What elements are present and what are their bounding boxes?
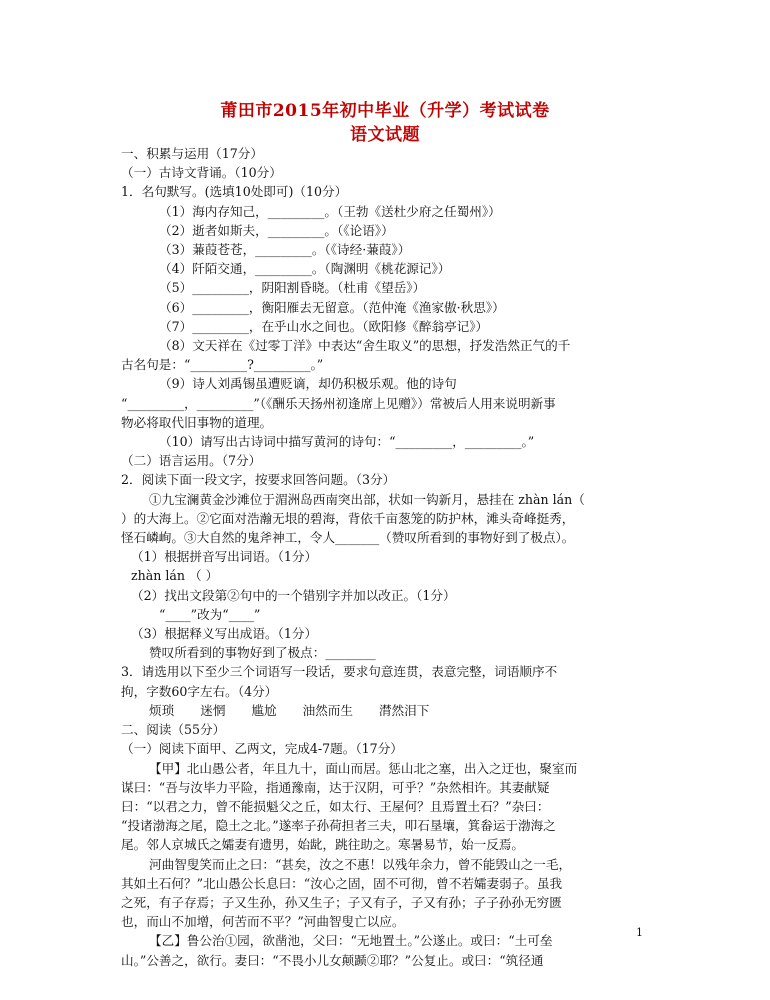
text-line: “____”改为“____”	[159, 606, 261, 622]
text-line: （2）找出文段第②句中的一个错别字并加以改正。（1分）	[131, 587, 456, 603]
text-line: 3．请选用以下至少三个词语写一段话，要求句意连贯，表意完整，词语顺序不	[121, 664, 558, 680]
text-line: （9）诗人刘禹锡虽遭贬谪，却仍积极乐观。他的诗句	[159, 376, 457, 392]
text-line: （3）蒹葭苍苍，_________。（《诗经·蒹葭》）	[159, 242, 411, 258]
text-line: （1）根据拼音写出词语。（1分）	[131, 549, 318, 565]
text-line: zhàn lán （ ）	[131, 568, 219, 584]
text-line: （10）请写出古诗词中描写黄河的诗句：“_________，_________。”	[159, 434, 535, 450]
text-line: 1．名句默写。(选填10处即可)（10分）	[121, 184, 348, 200]
text-line: “投诸渤海之尾，隐土之北。”遂率子孙荷担者三夫，叩石垦壤，箕畚运于渤海之	[121, 818, 556, 834]
word-option: 烦琐	[149, 702, 175, 718]
text-line: （一）阅读下面甲、乙两文，完成4-7题。（17分）	[121, 741, 403, 757]
word-bank	[121, 701, 651, 720]
text-line: 物必将取代旧事物的道理。	[121, 414, 273, 430]
text-line: （8）文天祥在《过零丁洋》中表达“舍生取义”的思想，抒发浩然正气的千	[159, 338, 571, 354]
text-line: 曰：“以君之力，曾不能损魁父之丘，如太行、王屋何？且焉置土石？”杂曰：	[121, 798, 550, 814]
text-line: ①九宝澜黄金沙滩位于湄洲岛西南突出部，状如一钩新月，悬挂在 zhàn lán（	[149, 491, 585, 507]
text-line: 山。”公善之，欲行。妻曰：“不畏小儿女颠踬②耶？”公复止。或曰：“筑径通	[121, 952, 544, 968]
word-option: 潸然泪下	[378, 702, 430, 718]
text-line: 之死，有子存焉；子又生孙，孙又生子；子又有子，子又有孙；子子孙孙无穷匮	[121, 894, 562, 910]
page-number: 1	[636, 926, 643, 939]
text-line: 河曲智叟笑而止之曰：“甚矣，汝之不惠！以残年余力，曾不能毁山之一毛，	[149, 856, 572, 872]
exam-content	[121, 144, 651, 970]
text-line: 2．阅读下面一段文字，按要求回答问题。（3分）	[121, 472, 396, 488]
text-line: （6）_________，衡阳雁去无留意。（范仲淹《渔家傲·秋思》）	[159, 299, 505, 315]
text-line: 谋曰：“吾与汝毕力平险，指通豫南，达于汉阴，可乎？”杂然相许。其妻献疑	[121, 779, 550, 795]
text-line: 一、积累与运用（17分）	[121, 146, 263, 161]
text-line: 也，而山不加增，何苦而不平？”河曲智叟亡以应。	[121, 914, 405, 930]
text-line: 拘，字数60字左右。（4分）	[121, 683, 278, 699]
text-line: （7）_________，在乎山水之间也。（欧阳修《醉翁亭记》）	[159, 318, 489, 334]
text-line: 赞叹所看到的事物好到了极点：________	[149, 645, 376, 661]
text-line: 怪石嶙峋。③大自然的鬼斧神工，令人_______（赞叹所看到的事物好到了极点）。	[121, 530, 575, 546]
text-line: 二、阅读（55分）	[121, 722, 226, 738]
text-line: 【甲】北山愚公者，年且九十，面山而居。惩山北之塞，出入之迂也，聚室而	[149, 760, 578, 776]
text-line: 尾。邻人京城氏之孀妻有遗男，始龀，跳往助之。寒暑易节，始一反焉。	[121, 837, 524, 853]
text-line: 其如土石何？”北山愚公长息曰：“汝心之固，固不可彻，曾不若孀妻弱子。虽我	[121, 875, 563, 891]
word-option: 油然而生	[302, 702, 353, 718]
text-line: （一）古诗文背诵。（10分）	[121, 165, 282, 181]
text-line: ）的大海上。②它面对浩瀚无垠的碧海，背依千亩葱笼的防护林，滩头奇峰挺秀，	[121, 510, 575, 526]
page-title: 莆田市2015年初中毕业（升学）考试试卷	[220, 101, 550, 121]
text-line: 古名句是：“_________?_________。”	[121, 357, 324, 373]
text-line: （1）海内存知己，_________。（王勃《送杜少府之任蜀州》）	[159, 203, 501, 219]
text-line: （5）_________，阴阳割昏晓。（杜甫《望岳》）	[159, 280, 426, 296]
text-line: （二）语言运用。（7分）	[121, 453, 262, 469]
word-option: 迷惘	[200, 702, 226, 718]
word-option: 尴尬	[251, 702, 277, 718]
text-line: 【乙】鲁公治①园，欲凿池，父曰：“无地置土。”公遂止。或曰：“土可垒	[149, 933, 553, 949]
text-line: （2）逝者如斯夫，_________。（《论语》）	[159, 222, 394, 238]
text-line: （4）阡陌交通，_________。（陶渊明《桃花源记》）	[159, 261, 451, 277]
page-subtitle: 语文试题	[350, 125, 420, 145]
text-line: “_________，_________”（《酬乐天扬州初逢席上见赠》）常被后人用来说明新事	[121, 395, 556, 411]
text-line: （3）根据释义写出成语。（1分）	[131, 626, 318, 642]
